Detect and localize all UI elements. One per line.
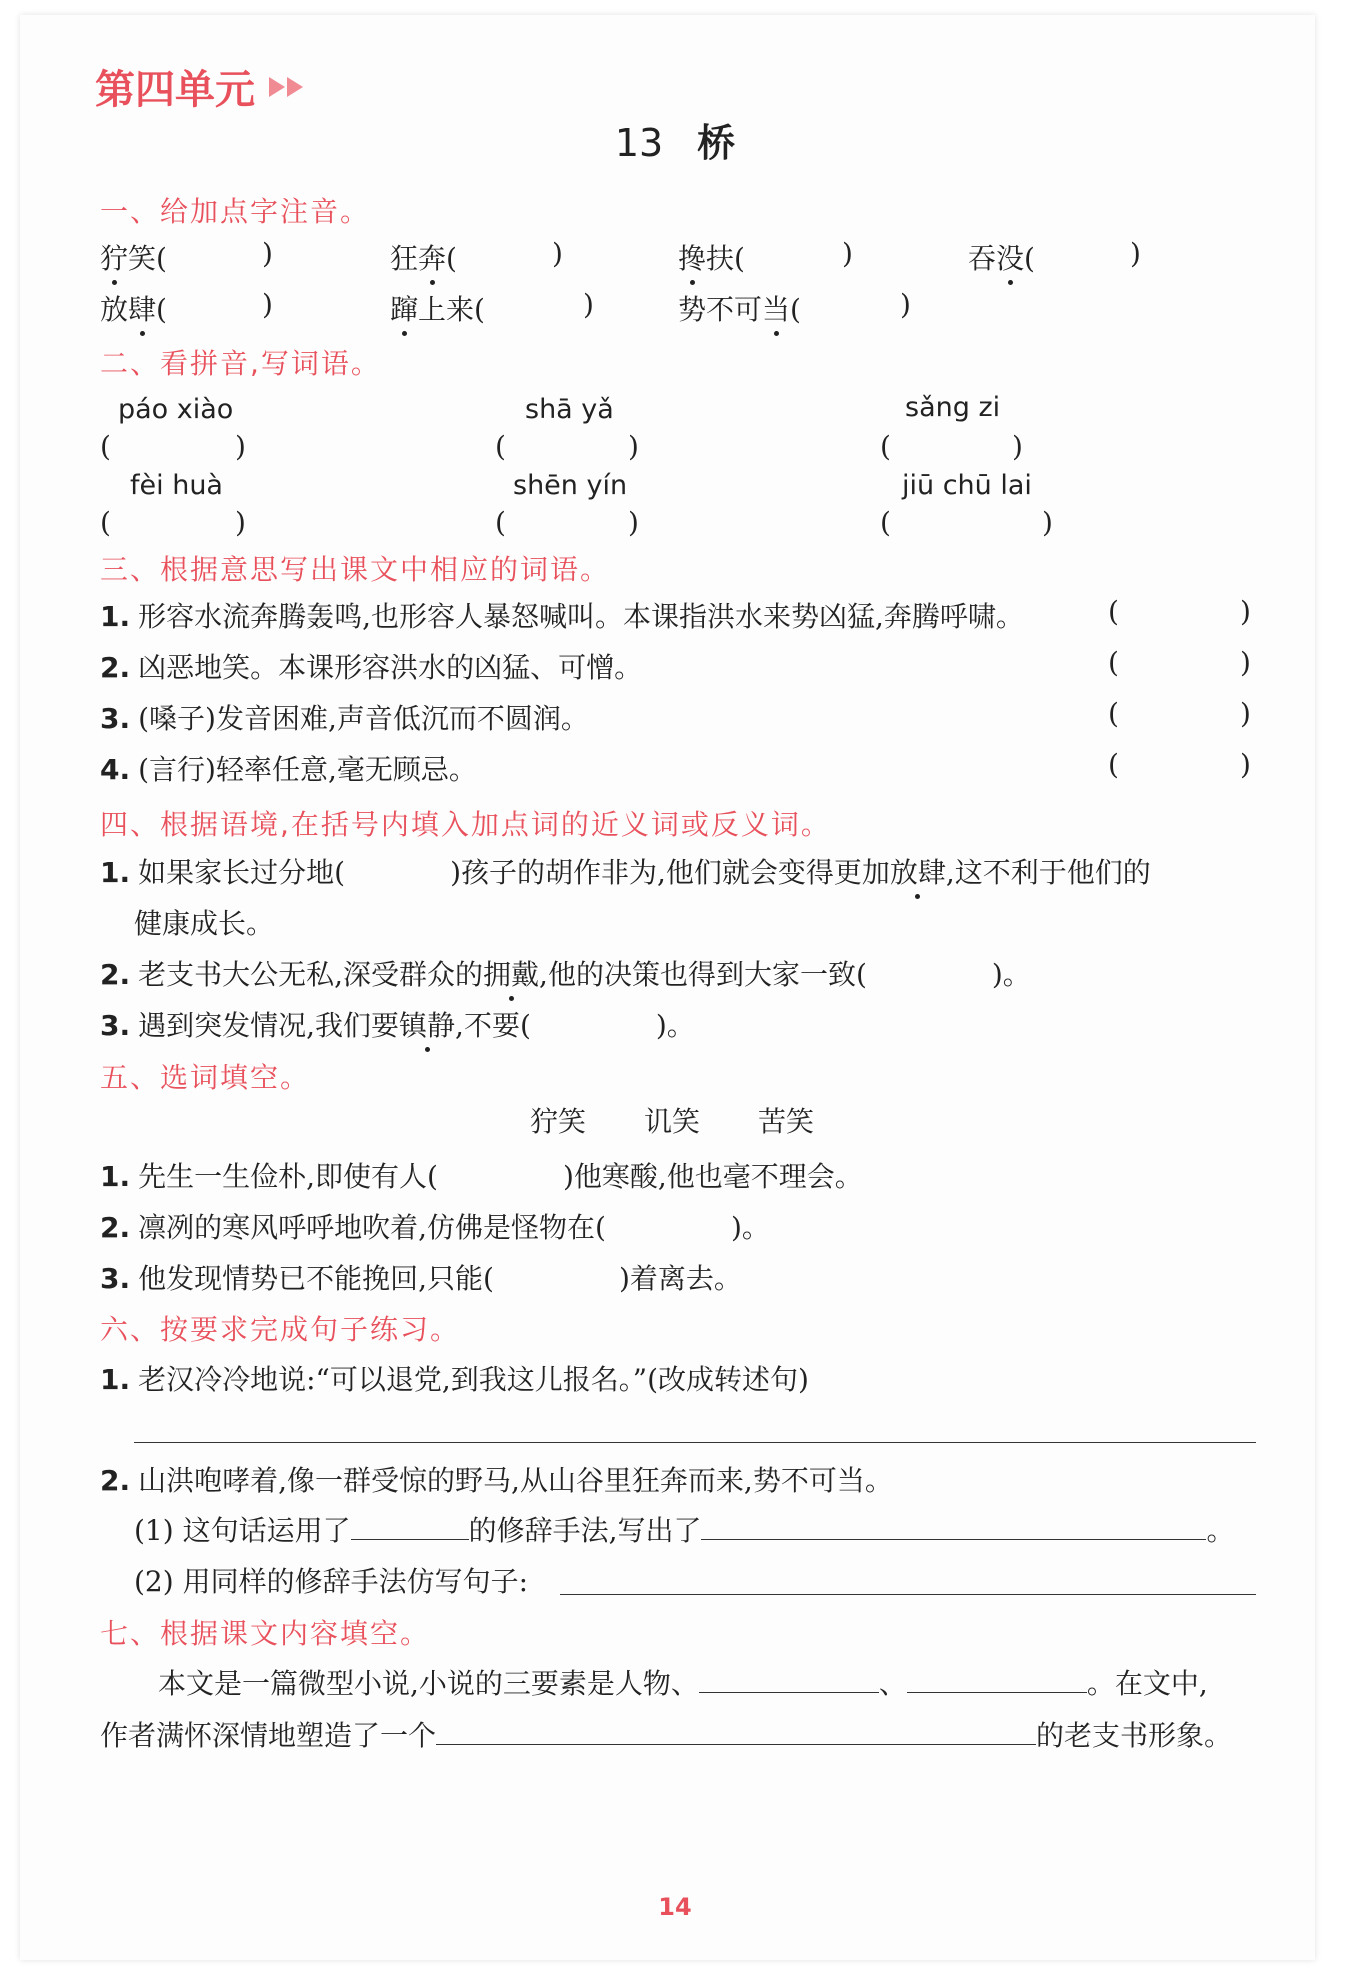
answer-paren-close: ) <box>1012 430 1023 463</box>
s3-item-2: 2. 凶恶地笑。本课形容洪水的凶猛、可憎。 <box>100 651 643 684</box>
double-arrow-icon <box>269 77 305 97</box>
lesson-name: 桥 <box>697 121 736 165</box>
s4-item-3: 3. 遇到突发情况,我们要镇静,不要( )。 <box>100 1004 695 1044</box>
answer-paren-close: ) <box>1240 646 1251 679</box>
s7-line-1: 本文是一篇微型小说,小说的三要素是人物、 、 。在文中, <box>158 1667 1208 1700</box>
lesson-title <box>0 112 1350 167</box>
s1-item-g: 势不可当( <box>678 288 801 328</box>
word-option: 苦笑 <box>758 1105 815 1138</box>
answer-paren-open: ( <box>880 430 891 463</box>
s1-item-f: 蹿上来( <box>390 288 485 328</box>
word-option: 讥笑 <box>644 1105 701 1138</box>
answer-paren-close: ) <box>235 430 246 463</box>
s4-item-1-cont: 健康成长。 <box>134 907 275 940</box>
answer-paren-open: ( <box>100 506 111 539</box>
s6-item-2: 2. 山洪咆哮着,像一群受惊的野马,从山谷里狂奔而来,势不可当。 <box>100 1464 893 1497</box>
s6-item-1: 1. 老汉冷冷地说:“可以退党,到我这儿报名。”(改成转述句) <box>100 1363 809 1396</box>
answer-paren-close: ) <box>235 506 246 539</box>
section-3-heading: 三、根据意思写出课文中相应的词语。 <box>100 553 611 586</box>
word-bank <box>530 1100 872 1140</box>
s1-item-d-close: ) <box>1130 237 1141 270</box>
answer-paren-close: ) <box>628 506 639 539</box>
blank-line[interactable] <box>436 1718 1036 1745</box>
unit-title: 第四单元 <box>95 58 305 115</box>
pinyin-5: shēn yín <box>513 470 628 501</box>
word-option: 狞笑 <box>530 1105 587 1138</box>
section-6-heading: 六、按要求完成句子练习。 <box>100 1313 461 1346</box>
lesson-number: 13 <box>614 121 664 165</box>
s1-item-e: 放肆( <box>100 288 167 328</box>
pinyin-6: jiū chū lai <box>902 470 1032 501</box>
answer-paren-open: ( <box>880 506 891 539</box>
answer-paren-open: ( <box>100 430 111 463</box>
answer-paren-close: ) <box>1240 595 1251 628</box>
answer-paren-open: ( <box>495 506 506 539</box>
s5-item-2: 2. 凛冽的寒风呼呼地吹着,仿佛是怪物在( )。 <box>100 1211 770 1244</box>
s6-q1: (1) 这句话运用了 的修辞手法,写出了 。 <box>134 1514 1235 1547</box>
answer-line[interactable] <box>560 1594 1256 1595</box>
s1-item-b: 狂奔( <box>390 237 457 277</box>
answer-paren-open: ( <box>1108 646 1119 679</box>
section-2-heading: 二、看拼音,写词语。 <box>100 347 381 380</box>
s1-item-a: 狞笑( <box>100 237 167 277</box>
page-number: 14 <box>658 1893 692 1921</box>
answer-paren-open: ( <box>1108 595 1119 628</box>
s4-item-2: 2. 老支书大公无私,深受群众的拥戴,他的决策也得到大家一致( )。 <box>100 953 1031 993</box>
s5-item-1: 1. 先生一生俭朴,即使有人( )他寒酸,他也毫不理会。 <box>100 1160 863 1193</box>
s3-item-1: 1. 形容水流奔腾轰鸣,也形容人暴怒喊叫。本课指洪水来势凶猛,奔腾呼啸。 <box>100 600 1024 633</box>
section-1-heading: 一、给加点字注音。 <box>100 195 371 228</box>
answer-line[interactable] <box>134 1442 1256 1443</box>
blank-line[interactable] <box>699 1666 879 1693</box>
answer-paren-open: ( <box>1108 697 1119 730</box>
s1-item-e-close: ) <box>262 288 273 321</box>
pinyin-1: páo xiào <box>118 394 234 425</box>
blank-line[interactable] <box>907 1666 1087 1693</box>
answer-paren-close: ) <box>1042 506 1053 539</box>
pinyin-3: sǎng zi <box>905 392 1001 423</box>
answer-paren-close: ) <box>628 430 639 463</box>
pinyin-4: fèi huà <box>130 470 223 501</box>
s1-item-c: 搀扶( <box>678 237 745 277</box>
s1-item-f-close: ) <box>583 288 594 321</box>
section-5-heading: 五、选词填空。 <box>100 1061 311 1094</box>
answer-paren-close: ) <box>1240 748 1251 781</box>
s3-item-3: 3. (嗓子)发音困难,声音低沉而不圆润。 <box>100 702 589 735</box>
s4-item-1: 1. 如果家长过分地( )孩子的胡作非为,他们就会变得更加放肆,这不利于他们的 <box>100 851 1151 891</box>
s1-item-a-close: ) <box>262 237 273 270</box>
answer-paren-open: ( <box>1108 748 1119 781</box>
section-4-heading: 四、根据语境,在括号内填入加点词的近义词或反义词。 <box>100 808 831 841</box>
answer-paren-open: ( <box>495 430 506 463</box>
s1-item-g-close: ) <box>900 288 911 321</box>
section-7-heading: 七、根据课文内容填空。 <box>100 1617 431 1650</box>
s1-item-d: 吞没( <box>968 237 1035 277</box>
s6-q2: (2) 用同样的修辞手法仿写句子: <box>134 1565 528 1598</box>
s1-item-c-close: ) <box>842 237 853 270</box>
s7-line-2: 作者满怀深情地塑造了一个 的老支书形象。 <box>100 1719 1233 1752</box>
s1-item-b-close: ) <box>552 237 563 270</box>
s3-item-4: 4. (言行)轻率任意,毫无顾忌。 <box>100 753 477 786</box>
blank-line[interactable] <box>701 1513 1206 1540</box>
answer-paren-close: ) <box>1240 697 1251 730</box>
s5-item-3: 3. 他发现情势已不能挽回,只能( )着离去。 <box>100 1262 742 1295</box>
blank-line[interactable] <box>351 1513 469 1540</box>
pinyin-2: shā yǎ <box>525 394 614 425</box>
